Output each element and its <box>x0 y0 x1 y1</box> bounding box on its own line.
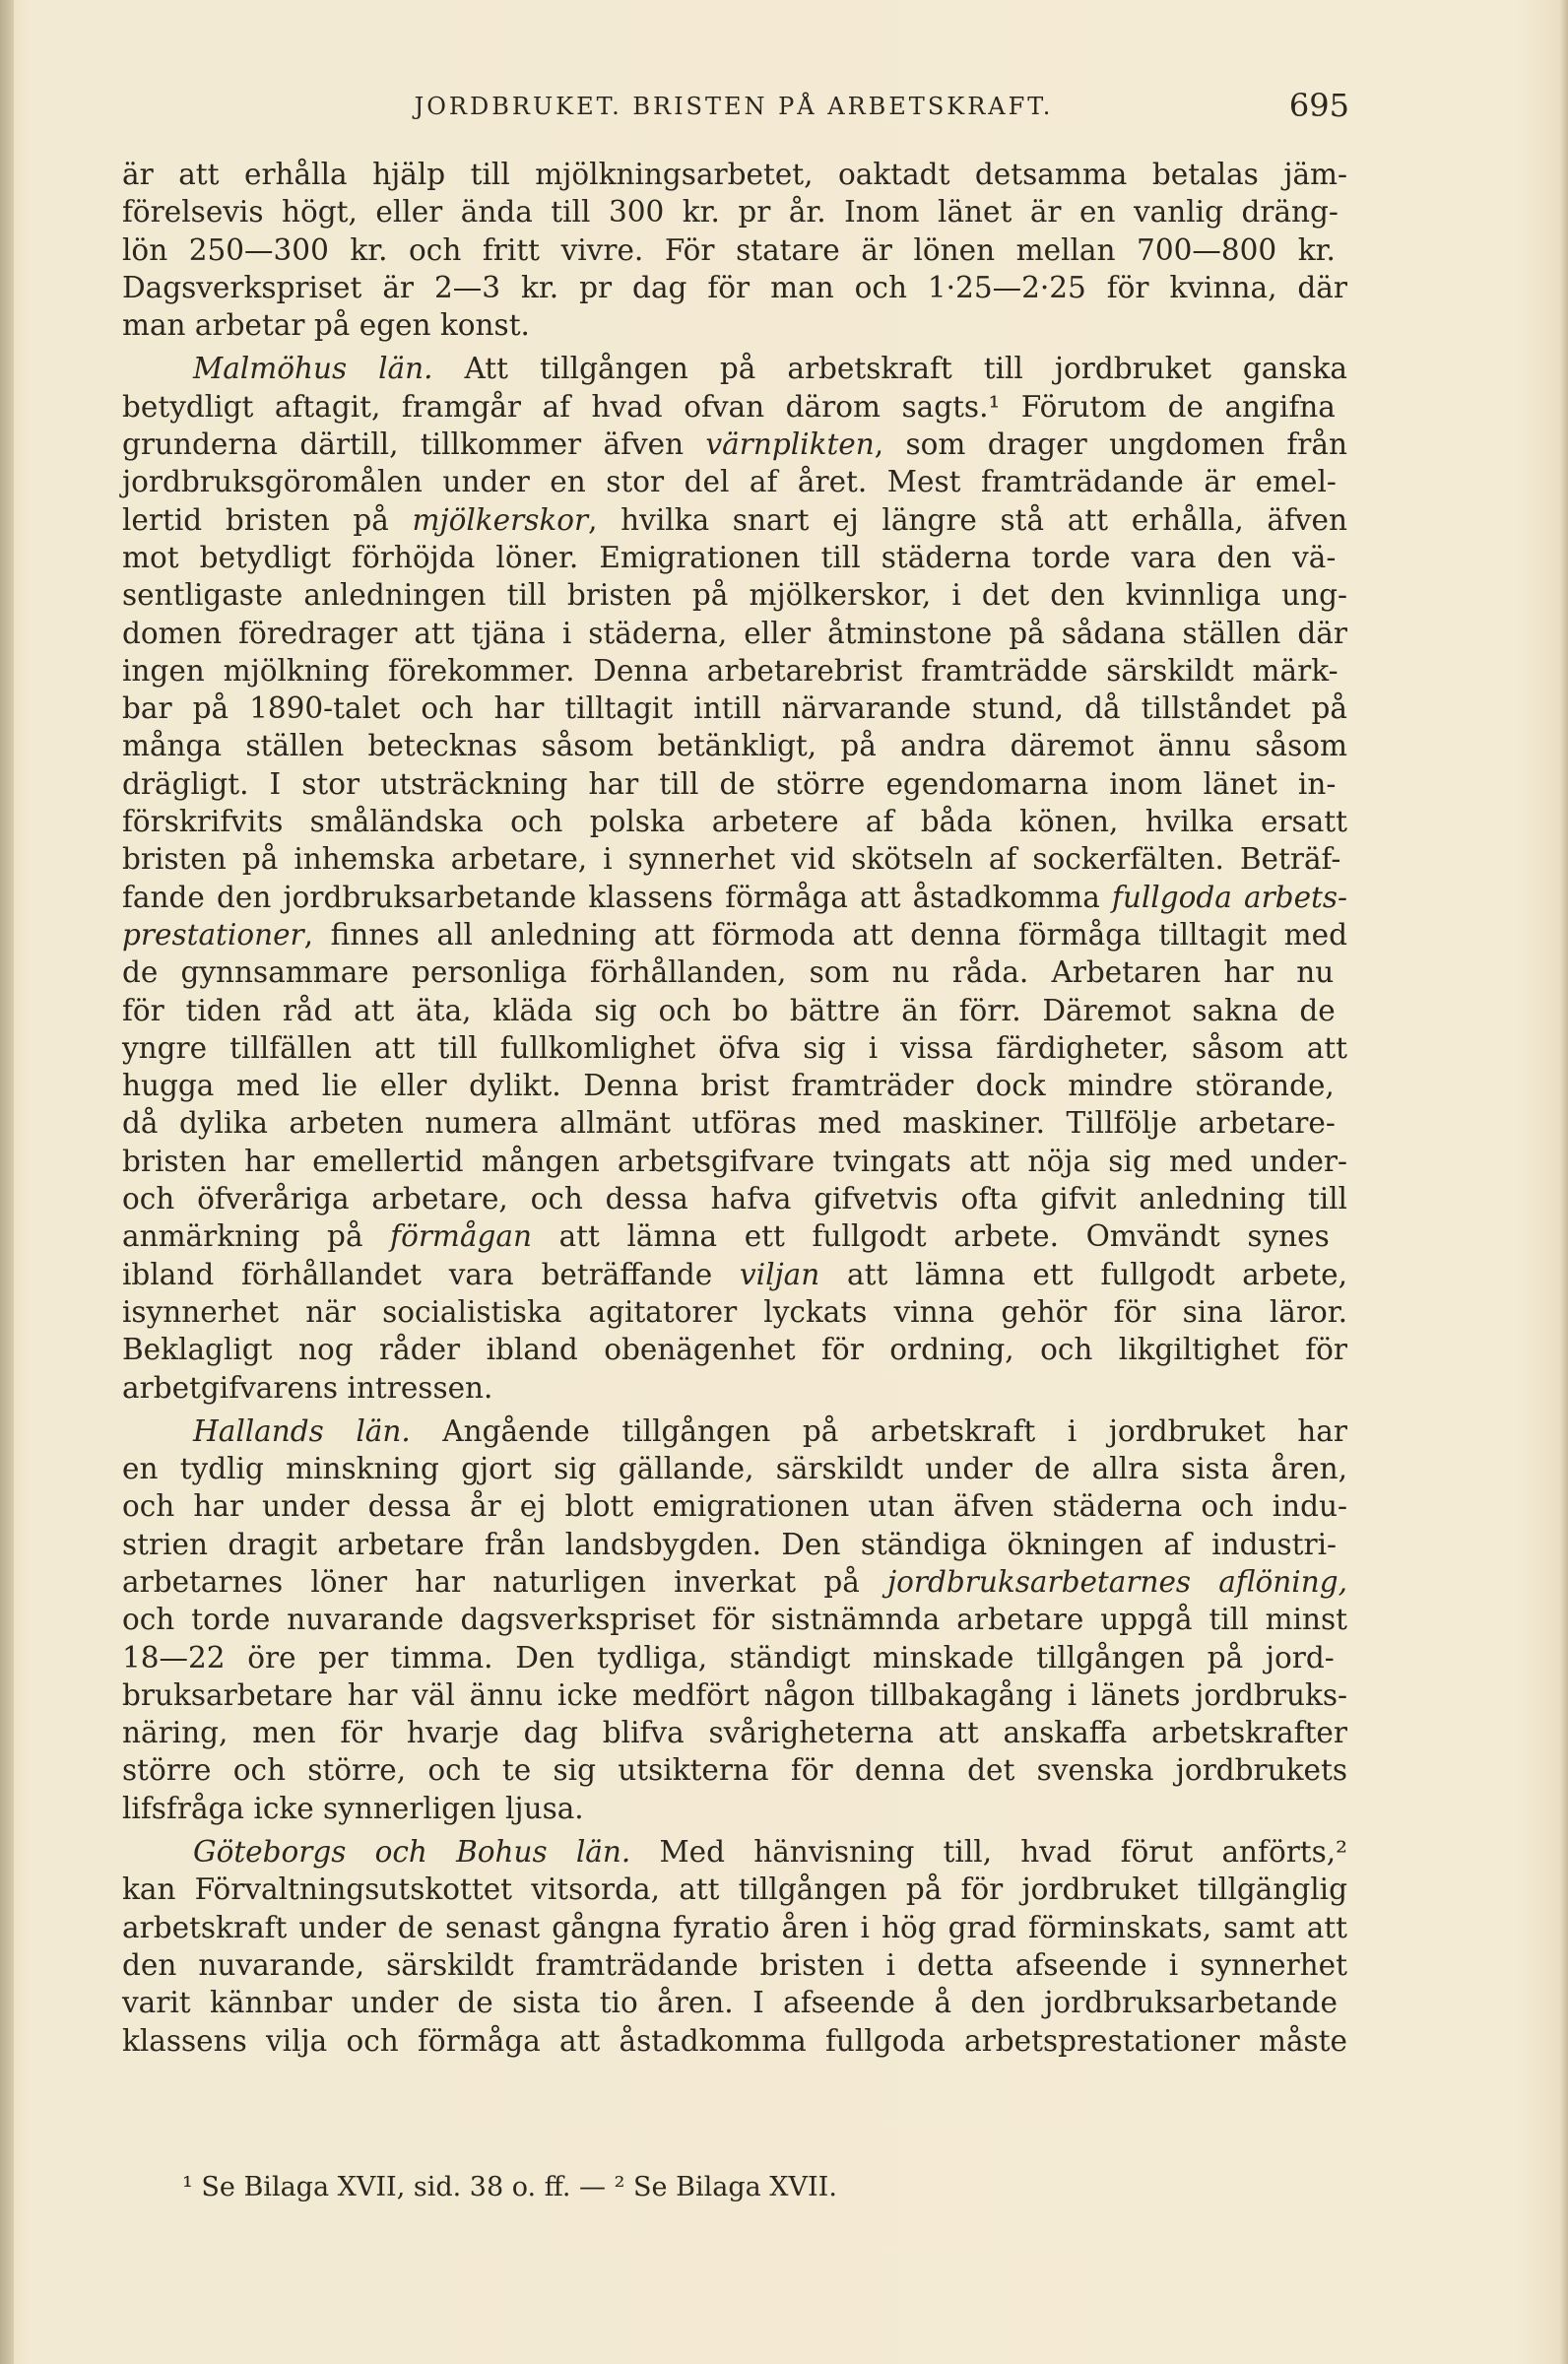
page-header <box>118 87 1349 130</box>
text-line <box>122 1871 1347 1908</box>
text-line <box>122 539 1347 576</box>
text-run: arbetgifvarens intressen. <box>122 1370 493 1405</box>
text-run: drägligt. I stor utsträckning har till de större egendomarna inom länet in- <box>122 766 1337 801</box>
text-line <box>122 1790 1347 1827</box>
text-line <box>122 1601 1347 1638</box>
text-line <box>122 1331 1347 1368</box>
text-line <box>122 1714 1347 1751</box>
text-line <box>122 306 1347 344</box>
text-run: ibland förhållandet vara beträffande <box>122 1257 740 1291</box>
text-run: mot betydligt förhöjda löner. Emigrationen till städerna torde vara den vä- <box>122 540 1337 574</box>
text-line <box>122 916 1347 953</box>
text-run: , som drager ungdomen från <box>874 427 1347 462</box>
text-run: Med hänvisning till, hvad förut anförts,² <box>630 1835 1348 1870</box>
page-binding-edge <box>0 0 14 2364</box>
text-line <box>122 992 1347 1029</box>
text-run: ingen mjölkning förekommer. Denna arbetarebrist framträdde särskildt märk- <box>122 653 1339 688</box>
text-line <box>122 1293 1347 1331</box>
text-run: , finnes all anledning att förmoda att denna förmåga tilltagit med <box>303 917 1347 952</box>
text-line <box>122 1180 1347 1217</box>
text-run: lön 250—300 kr. och fritt vivre. För statare är lönen mellan 700—800 kr. <box>122 232 1336 267</box>
text-run: jordbruksgöromålen under en stor del af året. Mest framträdande är emel- <box>122 465 1337 499</box>
text-run: Beklagligt nog råder ibland obenägenhet för ordning, och likgiltighet för <box>122 1333 1347 1367</box>
text-line <box>122 1639 1347 1676</box>
italic-text: prestationer <box>122 917 304 952</box>
text-line <box>122 765 1347 803</box>
body-text <box>122 156 1347 2060</box>
text-run: 18—22 öre per timma. Den tydliga, ständigt minskade tillgången på jord- <box>122 1640 1335 1674</box>
text-run: näring, men för hvarje dag blifva svårigheterna att anskaffa arbetskrafter <box>122 1716 1347 1750</box>
text-line <box>122 350 1347 387</box>
text-line <box>122 388 1347 426</box>
text-line <box>122 1751 1347 1789</box>
text-line <box>122 840 1347 878</box>
text-line <box>122 2022 1347 2060</box>
text-line <box>122 690 1347 727</box>
text-line <box>122 426 1347 463</box>
text-run: bristen har emellertid mången arbetsgifvare tvingats att nöja sig med under- <box>122 1144 1347 1178</box>
text-line <box>122 576 1347 614</box>
italic-text: värnplikten <box>705 427 875 462</box>
italic-text: fullgoda arbets- <box>1111 880 1347 914</box>
italic-text: Malmöhus län. <box>193 352 433 386</box>
text-line <box>122 1563 1347 1601</box>
text-line <box>122 1676 1347 1714</box>
text-run: arbetskraft under de senast gångna fyratio åren i hög grad förminskats, samt att <box>122 1910 1347 1944</box>
italic-text: Hallands län. <box>193 1413 411 1448</box>
text-run: man arbetar på egen konst. <box>122 308 530 343</box>
text-run: yngre tillfällen att till fullkomlighet öfva sig i vissa färdigheter, såsom att <box>122 1030 1347 1065</box>
text-line <box>122 193 1347 230</box>
italic-text: förmågan <box>390 1219 532 1254</box>
text-run: sentligaste anledningen till bristen på mjölkerskor, i det den kvinnliga ung- <box>122 578 1347 613</box>
italic-text: Göteborgs och Bohus län. <box>193 1835 631 1870</box>
footnotes: ¹ Se Bilaga XVII, sid. 38 o. ff. — ² Se Bilaga XVII. <box>182 2172 837 2202</box>
text-line <box>122 727 1347 764</box>
page-right-edge <box>1560 0 1568 2364</box>
text-line <box>122 1984 1347 2021</box>
text-run: strien dragit arbetare från landsbygden. Den ständiga ökningen af industri- <box>122 1527 1338 1561</box>
text-run: , hvilka snart ej längre stå att erhålla, äfven <box>588 502 1347 537</box>
text-line <box>122 1104 1347 1142</box>
text-line <box>122 1412 1347 1450</box>
text-run: en tydlig minskning gjort sig gällande, särskildt under de allra sista åren, <box>122 1452 1347 1486</box>
text-run: hugga med lie eller dylikt. Denna brist framträder dock mindre störande, <box>122 1069 1335 1103</box>
text-line <box>122 269 1347 306</box>
text-run: är att erhålla hjälp till mjölkningsarbetet, oaktadt detsamma betalas jäm- <box>122 158 1347 191</box>
text-run: bar på 1890-talet och har tilltagit intill närvarande stund, då tillståndet på <box>122 691 1347 726</box>
text-run: Angående tillgången på arbetskraft i jordbruket har <box>410 1413 1347 1448</box>
text-run: bristen på inhemska arbetare, i synnerhet vid skötseln af sockerfälten. Beträf- <box>122 842 1341 877</box>
text-line <box>122 803 1347 840</box>
text-line <box>122 652 1347 690</box>
running-head: JORDBRUKET. BRISTEN PÅ ARBETSKRAFT. <box>414 93 1054 120</box>
text-run: för tiden råd att äta, kläda sig och bo bättre än förr. Däremot sakna de <box>122 993 1336 1027</box>
text-run: Att tillgången på arbetskraft till jordbruket ganska <box>432 352 1347 386</box>
text-line <box>122 501 1347 539</box>
text-line <box>122 463 1347 500</box>
text-line <box>122 1143 1347 1180</box>
text-run: arbetarnes löner har naturligen inverkat på <box>122 1564 887 1599</box>
text-run: förelsevis högt, eller ända till 300 kr. pr år. Inom länet är en vanlig dräng- <box>122 195 1339 230</box>
text-run: förskrifvits småländska och polska arbetere af båda könen, hvilka ersatt <box>122 805 1347 839</box>
text-line <box>122 1029 1347 1067</box>
text-run: anmärkning på <box>122 1219 391 1254</box>
text-run: att lämna ett fullgodt arbete. Omvändt synes <box>531 1219 1330 1254</box>
text-run: grunderna därtill, tillkommer äfven <box>122 427 706 462</box>
page-number: 695 <box>1288 87 1349 124</box>
text-run: Dagsverkspriset är 2—3 kr. pr dag för man och 1·25—2·25 för kvinna, där <box>122 270 1347 304</box>
text-run: då dylika arbeten numera allmänt utföras med maskiner. Tillfölje arbetare- <box>122 1106 1336 1141</box>
text-line <box>122 1833 1347 1871</box>
text-run: klassens vilja och förmåga att åstadkomma fullgoda arbetsprestationer måste <box>122 2023 1347 2058</box>
text-line <box>122 879 1347 916</box>
text-run: att lämna ett fullgodt arbete, <box>819 1257 1347 1291</box>
text-run: de gynnsammare personliga förhållanden, som nu råda. Arbetaren har nu <box>122 955 1335 990</box>
text-line <box>122 1526 1347 1563</box>
text-run: varit kännbar under de sista tio åren. I afseende å den jordbruksarbetande <box>122 1986 1338 2020</box>
text-line <box>122 1217 1347 1255</box>
text-run: kan Förvaltningsutskottet vitsorda, att tillgången på för jordbruket tillgänglig <box>122 1872 1347 1907</box>
text-line <box>122 1450 1347 1487</box>
text-run: domen föredrager att tjäna i städerna, eller åtminstone på sådana ställen där <box>122 616 1347 650</box>
text-line <box>122 1487 1347 1525</box>
text-run: lifsfråga icke synnerligen ljusa. <box>122 1791 584 1825</box>
text-line <box>122 231 1347 269</box>
text-line <box>122 615 1347 652</box>
text-line <box>122 1909 1347 1946</box>
text-run: fande den jordbruksarbetande klassens förmåga att åstadkomma <box>122 880 1112 914</box>
text-run: den nuvarande, särskildt framträdande bristen i detta afseende i synnerhet <box>122 1947 1347 1982</box>
text-run: många ställen betecknas såsom betänkligt, på andra däremot ännu såsom <box>122 729 1347 763</box>
text-run: isynnerhet när socialistiska agitatorer lyckats vinna gehör för sina läror. <box>122 1294 1347 1329</box>
text-line <box>122 1256 1347 1293</box>
text-run: och torde nuvarande dagsverkspriset för sistnämnda arbetare uppgå till minst <box>122 1603 1347 1637</box>
text-line <box>122 156 1347 193</box>
text-line <box>122 1946 1347 1984</box>
text-run: betydligt aftagit, framgår af hvad ofvan därom sagts.¹ Förutom de angifna <box>122 389 1336 424</box>
text-line <box>122 1369 1347 1407</box>
text-run: lertid bristen på <box>122 502 413 537</box>
italic-text: mjölkerskor <box>412 502 589 537</box>
text-run: och öfveråriga arbetare, och dessa hafva gifvetvis ofta gifvit anledning till <box>122 1182 1347 1216</box>
text-run: och har under dessa år ej blott emigrationen utan äfven städerna och indu- <box>122 1489 1347 1524</box>
italic-text: jordbruksarbetarnes aflöning, <box>887 1564 1347 1599</box>
italic-text: viljan <box>740 1257 820 1291</box>
text-run: bruksarbetare har väl ännu icke medfört någon tillbakagång i länets jordbruks- <box>122 1677 1347 1712</box>
text-line <box>122 1067 1347 1104</box>
text-line <box>122 953 1347 991</box>
text-run: större och större, och te sig utsikterna för denna det svenska jordbrukets <box>122 1753 1347 1788</box>
